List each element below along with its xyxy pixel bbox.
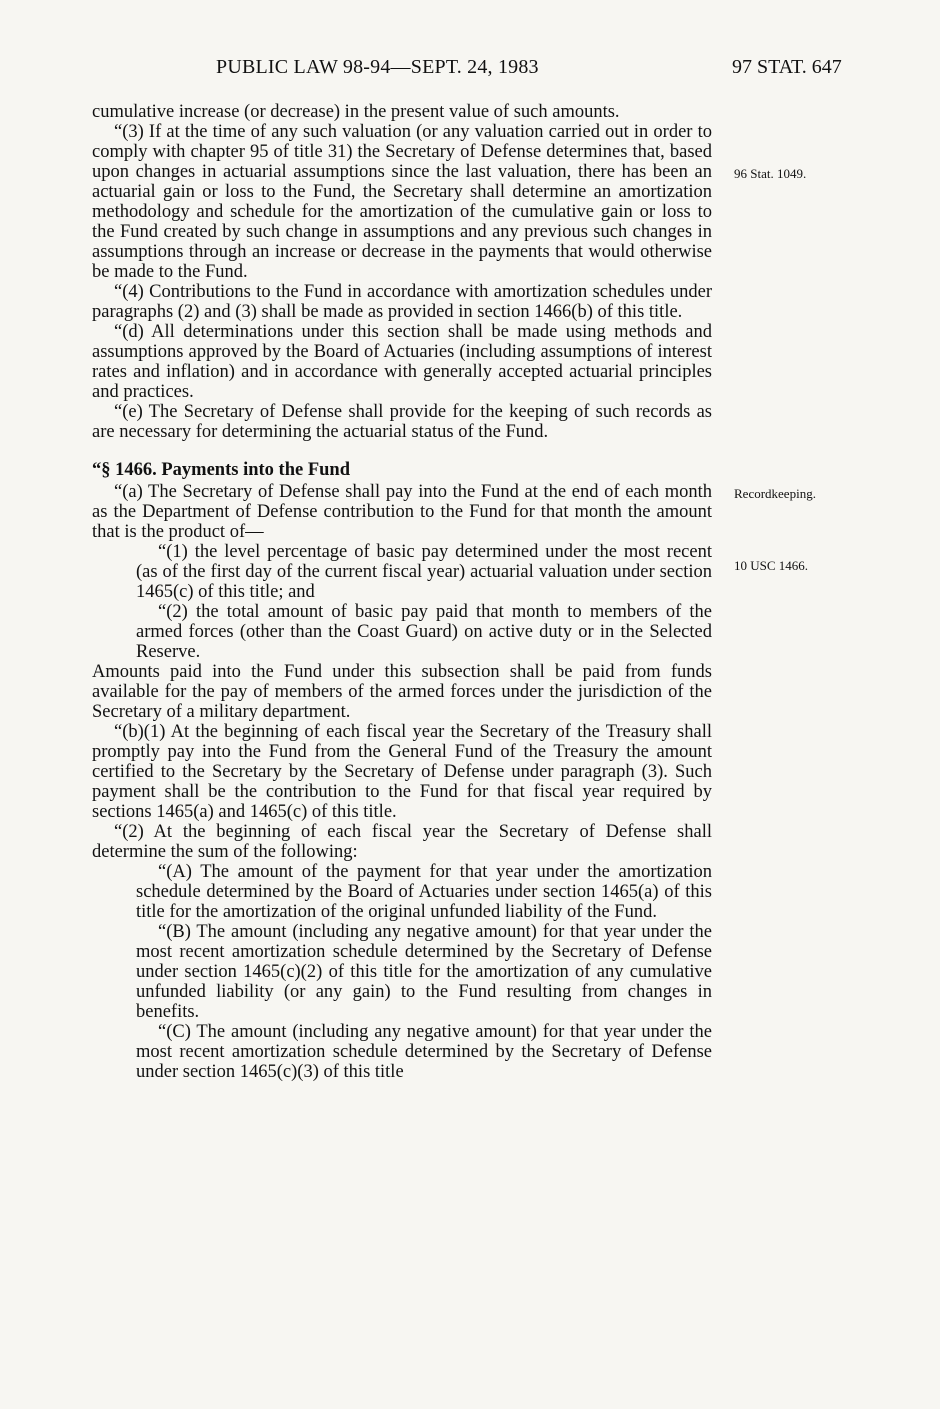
margin-note-recordkeeping: Recordkeeping.: [734, 486, 816, 501]
body-text: [92, 102, 712, 1082]
paragraph-b2-B: “(B) The amount (including any negative amount) for that year under the most recent amortization schedule determined by the Secretary of Defense under section 1465(c)(2) of this title for the amortization of any cumulative unfunded liability (or any gain) to the Fund resulting from changes in benefits.: [136, 922, 712, 1022]
paragraph-b2: “(2) At the beginning of each fiscal year the Secretary of Defense shall determine the sum of the following:: [92, 822, 712, 862]
paragraph-b2-C: “(C) The amount (including any negative amount) for that year under the most recent amortization schedule determined by the Secretary of Defense under section 1465(c)(3) of this title: [136, 1022, 712, 1082]
paragraph-c4: “(4) Contributions to the Fund in accordance with amortization schedules under paragraphs (2) and (3) shall be made as provided in section 1466(b) of this title.: [92, 282, 712, 322]
paragraph-c3: “(3) If at the time of any such valuation (or any valuation carried out in order to comply with chapter 95 of title 31) the Secretary of Defense determines that, based upon changes in actuarial assumptions since the last valuation, there has been an actuarial gain or loss to the Fund, the Secretary shall determine an amortization methodology and schedule for the amortization of the cumulative gain or loss to the Fund created by such change in assumptions and any previous such changes in assumptions through an increase or decrease in the payments that would otherwise be made to the Fund.: [92, 122, 712, 282]
margin-note-usc: 10 USC 1466.: [734, 558, 809, 573]
paragraph-b1: “(b)(1) At the beginning of each fiscal year the Secretary of the Treasury shall promptly pay into the Fund from the General Fund of the Treasury the amount certified to the Secretary by the Secretary of Defense under paragraph (3). Such payment shall be the contribution to the Fund for that fiscal year required by sections 1465(a) and 1465(c) of this title.: [92, 722, 712, 822]
paragraph-a: “(a) The Secretary of Defense shall pay into the Fund at the end of each month as the Department of Defense contribution to the Fund for that month the amount that is the product of—: [92, 482, 712, 542]
running-header-title: PUBLIC LAW 98-94—SEPT. 24, 1983: [216, 56, 539, 78]
paragraph-a1: “(1) the level percentage of basic pay determined under the most recent (as of the first day of the current fiscal year) actuarial valuation under section 1465(c) of this title; and: [136, 542, 712, 602]
paragraph-b2-A: “(A) The amount of the payment for that year under the amortization schedule determined by the Board of Actuaries under section 1465(a) of this title for the amortization of the original unfunded liability of the Fund.: [136, 862, 712, 922]
paragraph-continuation: cumulative increase (or decrease) in the present value of such amounts.: [92, 102, 620, 122]
margin-note-stat: 96 Stat. 1049.: [734, 166, 807, 181]
paragraph-amounts: Amounts paid into the Fund under this subsection shall be paid from funds available for the pay of members of the armed forces under the jurisdiction of the Secretary of a military department.: [92, 662, 712, 722]
paragraph-d: “(d) All determinations under this section shall be made using methods and assumptions approved by the Board of Actuaries (including assumptions of interest rates and inflation) and in accordance with generally accepted actuarial principles and practices.: [92, 322, 712, 402]
paragraph-a2: “(2) the total amount of basic pay paid that month to members of the armed forces (other than the Coast Guard) on active duty or in the Selected Reserve.: [136, 602, 712, 662]
paragraph-e: “(e) The Secretary of Defense shall provide for the keeping of such records as are necessary for determining the actuarial status of the Fund.: [92, 402, 712, 442]
running-header-page: 97 STAT. 647: [732, 56, 842, 78]
section-heading: “§ 1466. Payments into the Fund: [92, 460, 350, 480]
